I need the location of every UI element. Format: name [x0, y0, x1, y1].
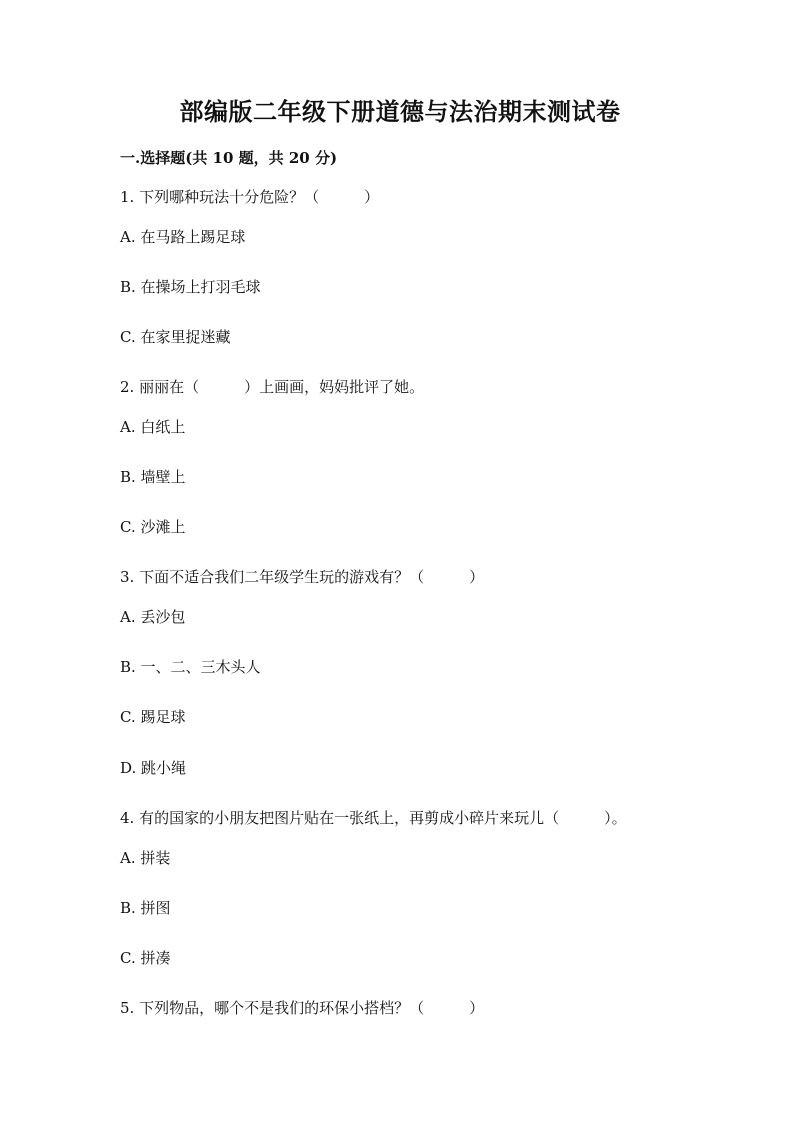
question-3-stem: 3. 下面不适合我们二年级学生玩的游戏有？（ ） [120, 568, 485, 586]
question-5-stem: 5. 下列物品，哪个不是我们的环保小搭档？（ ） [120, 999, 485, 1017]
section-heading: 一.选择题(共 10 题，共 20 分) [120, 149, 338, 167]
question-4-option-c: C. 拼凑 [120, 949, 171, 967]
question-3-option-c: C. 踢足球 [120, 708, 186, 726]
question-1-stem: 1. 下列哪种玩法十分危险？（ ） [120, 188, 380, 206]
question-4-stem: 4. 有的国家的小朋友把图片贴在一张纸上，再剪成小碎片来玩儿（ ）。 [120, 809, 627, 827]
question-4-option-b: B. 拼图 [120, 899, 171, 917]
question-1-option-a: A. 在马路上踢足球 [120, 228, 246, 246]
question-2-stem: 2. 丽丽在（ ）上画画，妈妈批评了她。 [120, 378, 425, 396]
question-4-option-a: A. 拼装 [120, 849, 171, 867]
question-2-option-a: A. 白纸上 [120, 418, 186, 436]
question-1-option-b: B. 在操场上打羽毛球 [120, 278, 261, 296]
page-title: 部编版二年级下册道德与法治期末测试卷 [179, 97, 621, 126]
question-2-option-c: C. 沙滩上 [120, 518, 186, 536]
question-3-option-a: A. 丢沙包 [120, 608, 186, 626]
question-1-option-c: C. 在家里捉迷藏 [120, 328, 231, 346]
question-3-option-d: D. 跳小绳 [120, 759, 187, 777]
question-3-option-b: B. 一、二、三木头人 [120, 658, 261, 676]
question-2-option-b: B. 墙壁上 [120, 468, 186, 486]
